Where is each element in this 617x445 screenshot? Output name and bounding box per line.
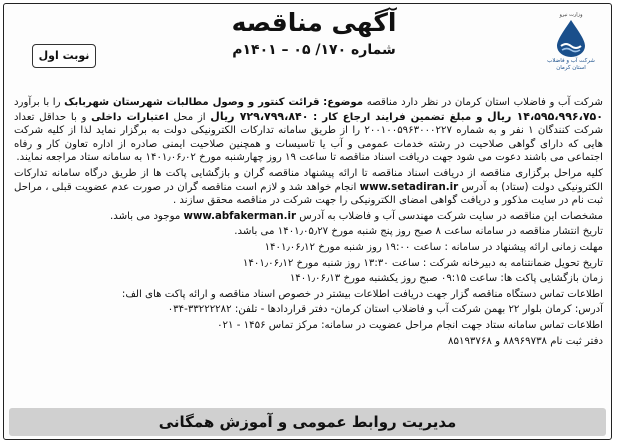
abfa-link[interactable]: www.abfakerman.ir: [183, 210, 297, 222]
page-title: آگهی مناقصه: [231, 8, 397, 37]
intro-text: شرکت آب و فاضلاب استان کرمان در نظر دارد مناقصه: [366, 97, 603, 108]
address-line: آدرس: کرمان بلوار ۲۲ بهمن شرکت آب و فاضلاب استان کرمان- دفتر قراردادها - تلفن: ۳۳۲۲۲۲۸۲-۰۳۴: [167, 304, 603, 316]
guarantee-label: و مبلغ تضمین فرایند ارجاع کار :: [313, 111, 483, 123]
contact-line: اطلاعات تماس دستگاه مناقصه گزار جهت دریافت اطلاعات بیشتر در خصوص اسناد مناقصه و ارائه پاکت های الف:: [121, 288, 603, 300]
notice-header: [4, 4, 613, 90]
footer-banner: مدیریت روابط عمومی و آموزش همگانی: [9, 408, 606, 436]
setad-contact-line: اطلاعات تماس سامانه ستاد جهت انجام مراحل عضویت در سامانه: مرکز تماس ۱۴۵۶ - ۰۲۱: [217, 319, 603, 331]
tender-number: شماره ۱۷۰/ ۰۵ – ۱۴۰۱م: [232, 42, 396, 58]
notice-body: [14, 96, 603, 350]
website-text-b: موجود می باشد.: [109, 210, 181, 222]
round-badge: نوبت اول: [32, 44, 96, 68]
setad-link[interactable]: www.setadiran.ir: [359, 181, 459, 193]
estimate-value: ۱۴،۵۹۵،۹۹۶،۷۵۰ ریال: [487, 109, 603, 123]
org-logo: [541, 12, 601, 82]
publish-date-line: تاریخ انتشار مناقصه در سامانه ساعت ۸ صبح روز پنج شنبه مورخ ۱۴۰۱٫۰۵٫۲۷ می باشد.: [234, 226, 603, 238]
subject-label: موضوع:: [323, 97, 364, 108]
office-phone-line: دفتر ثبت نام ۸۸۹۶۹۷۳۸ و ۸۵۱۹۳۷۶۸: [448, 335, 603, 347]
subject-text: قرائت کنتور و وصول مطالبات شهرستان شهربابک: [64, 97, 320, 108]
notice-frame: [3, 3, 612, 440]
paragraph-intro: [14, 96, 603, 165]
process-text-b: انجام خواهد شد و لازم است مناقصه گران در صورت عدم عضویت قبلی ، مراحل ثبت نام در سایت مذکور و دریافت گواهی امضای الکترونیکی را جهت شرکت در مناقصه محقق سازند .: [14, 181, 603, 207]
paragraph-process: [14, 167, 603, 208]
guarantee-value: ۷۲۹،۷۹۹،۸۴۰ ریال: [210, 109, 309, 123]
credit-source: اعتبارات داخلی: [91, 111, 169, 123]
process-text-a: کلیه مراحل برگزاری مناقصه از دریافت اسناد مناقصه تا ارائه پیشنهاد مناقصه گران و بازگشایی پاکت ها از طریق درگاه سامانه تدارکات الکترونیکی دولت (ستاد) به آدرس: [14, 167, 603, 193]
ministry-label: وزارت نیرو: [559, 12, 583, 18]
estimate-label: را با برآورد: [14, 97, 61, 108]
credit-label: از محل: [173, 111, 206, 123]
deadline-line: مهلت زمانی ارائه پیشنهاد در سامانه : ساعت ۱۹:۰۰ روز شنبه مورخ ۱۴۰۱٫۰۶٫۱۲: [264, 241, 603, 253]
guarantee-delivery-line: تاریخ تحویل ضمانتنامه به دبیرخانه شرکت : ساعت ۱۳:۳۰ روز شنبه مورخ ۱۴۰۱٫۰۶٫۱۲: [242, 257, 603, 269]
opening-line: زمان بازگشایی پاکت ها: ساعت ۰۹:۱۵ صبح روز یکشنبه مورخ ۱۴۰۱٫۰۶٫۱۳: [289, 273, 603, 285]
paragraph-website: [14, 210, 603, 224]
website-text-a: مشخصات این مناقصه در سایت شرکت مهندسی آب و فاضلاب به آدرس: [299, 210, 603, 222]
intro-rest: و با حداقل تعداد شرکت کنندگان ۱ نفر و به شماره ۲۰۰۱۰۰۵۹۶۳۰۰۰۲۲۷ را از طریق سامانه تدارکات الکترونیکی دولت به برگزار نماید لذا از کلیه شرکت هایی که دارای گواهی صلاحیت در رشته خدمات عمومی و آب یا تاسیسات و همچنین صلاحیت ایمنی صادره از اداره تعاون کار و رفاه اجتماعی می باشند دعوت می شود جهت دریافت اسناد مناقصه تا ساعت ۱۹ روز چهارشنبه مورخ ۱۴۰۱٫۰۶٫۰۲ به سامانه ستاد مراجعه نمایند.: [14, 111, 603, 164]
water-drop-logo-icon: [553, 18, 589, 58]
company-name: شرکت آب و فاضلاب استان کرمان: [547, 58, 595, 71]
